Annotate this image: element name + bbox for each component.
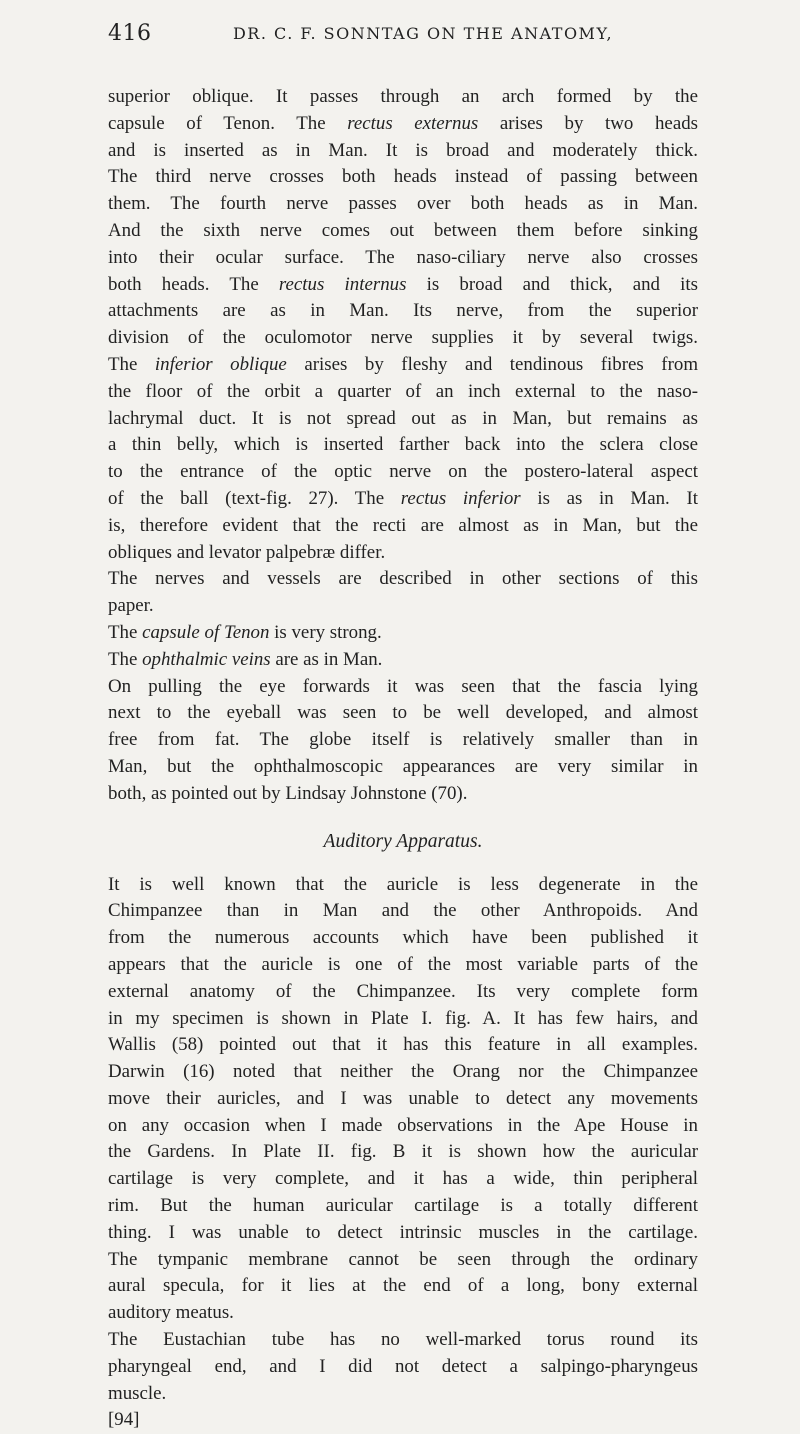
text-line	[108, 540, 698, 567]
italic-term: capsule of Tenon	[142, 621, 270, 643]
text-line	[108, 352, 698, 379]
text-line	[108, 1139, 698, 1166]
text-line	[108, 459, 698, 486]
text-line	[108, 1300, 698, 1327]
text-line	[108, 1381, 698, 1408]
text-run: arises by two heads	[478, 112, 698, 134]
text-run: to the entrance of the optic nerve on the postero-lateral aspect	[108, 461, 698, 483]
body-text	[108, 84, 698, 1434]
text-run: The nerves and vessels are described in other sections of this	[108, 568, 698, 590]
text-run: a thin belly, which is inserted farther back into the sclera close	[108, 434, 698, 456]
text-line	[108, 979, 698, 1006]
italic-term: rectus inferior	[400, 487, 521, 509]
text-run: aural specula, for it lies at the end of a long, bony external	[108, 1275, 698, 1297]
text-run: [94]	[108, 1409, 140, 1431]
page-header	[108, 19, 698, 49]
text-line	[108, 1354, 698, 1381]
italic-term: rectus internus	[278, 273, 407, 295]
text-run: in my specimen is shown in Plate I. fig. A. It has few hairs, and	[108, 1007, 698, 1029]
running-title: DR. C. F. SONNTAG ON THE ANATOMY,	[232, 24, 614, 43]
text-run: is very strong.	[269, 621, 382, 643]
text-line	[108, 872, 698, 899]
page-number: 416	[108, 21, 152, 46]
text-run: division of the oculomotor nerve supplies it by several twigs.	[108, 327, 698, 349]
text-run: obliques and levator palpebræ differ.	[108, 541, 386, 563]
text-run: pharyngeal end, and I did not detect a salpingo-pharyngeus	[108, 1355, 698, 1377]
text-run: On pulling the eye forwards it was seen that the fascia lying	[108, 675, 698, 697]
text-line	[108, 218, 698, 245]
text-line	[108, 727, 698, 754]
text-run: move their auricles, and I was unable to detect any movements	[108, 1087, 698, 1109]
text-line	[108, 164, 698, 191]
text-run: attachments are as in Man. Its nerve, from the superior	[108, 300, 698, 322]
text-run: The Eustachian tube has no well-marked torus round its	[108, 1329, 698, 1351]
text-run: and is inserted as in Man. It is broad and moderately thick.	[108, 139, 698, 161]
text-line	[108, 1166, 698, 1193]
text-run: rim. But the human auricular cartilage is a totally different	[108, 1195, 698, 1217]
italic-term: ophthalmic veins	[142, 648, 271, 670]
text-line	[108, 781, 698, 808]
text-run: The third nerve crosses both heads instead of passing between	[108, 166, 698, 188]
text-line	[108, 486, 698, 513]
text-line	[108, 898, 698, 925]
text-run: next to the eyeball was seen to be well developed, and almost	[108, 702, 698, 724]
italic-term: rectus externus	[347, 112, 479, 134]
text-line	[108, 1032, 698, 1059]
text-line	[108, 513, 698, 540]
text-run: auditory meatus.	[108, 1302, 234, 1324]
text-run: both, as pointed out by Lindsay Johnstone (70).	[108, 782, 468, 804]
text-run: muscle.	[108, 1382, 167, 1404]
text-line	[108, 593, 698, 620]
text-run: the Gardens. In Plate II. fig. B it is shown how the auricular	[108, 1141, 698, 1163]
text-line	[108, 1006, 698, 1033]
text-line	[108, 647, 698, 674]
text-run: The	[108, 353, 155, 375]
text-run: of the ball (text-fig. 27). The	[108, 487, 401, 509]
text-line	[108, 952, 698, 979]
text-run: from the numerous accounts which have been published it	[108, 927, 698, 949]
text-run: them. The fourth nerve passes over both heads as in Man.	[108, 193, 698, 215]
paragraph-block-eye	[108, 84, 698, 808]
text-run: The	[108, 621, 143, 643]
text-line	[108, 754, 698, 781]
text-line	[108, 245, 698, 272]
section-heading: Auditory Apparatus.	[323, 830, 483, 852]
text-line	[108, 272, 698, 299]
text-line	[108, 1220, 698, 1247]
text-line	[108, 1247, 698, 1274]
text-run: The	[108, 648, 143, 670]
text-run: superior oblique. It passes through an arch formed by the	[108, 86, 698, 107]
text-run: are as in Man.	[270, 648, 383, 670]
text-line	[108, 674, 698, 701]
text-line	[108, 700, 698, 727]
text-run: paper.	[108, 595, 154, 617]
text-line	[108, 325, 698, 352]
text-line	[108, 379, 698, 406]
text-run: free from fat. The globe itself is relatively smaller than in	[108, 729, 698, 751]
text-run: on any occasion when I made observations in the Ape House in	[108, 1114, 698, 1136]
text-line	[108, 620, 698, 647]
text-run: arises by fleshy and tendinous fibres from	[286, 353, 699, 375]
text-line	[108, 191, 698, 218]
text-run: Wallis (58) pointed out that it has this feature in all examples.	[108, 1034, 698, 1056]
text-line	[108, 566, 698, 593]
text-run: capsule of Tenon. The	[108, 112, 348, 134]
text-line	[108, 1113, 698, 1140]
text-run: both heads. The	[108, 273, 279, 295]
text-line	[108, 1193, 698, 1220]
text-run: cartilage is very complete, and it has a wide, thin peripheral	[108, 1168, 698, 1190]
text-run: external anatomy of the Chimpanzee. Its very complete form	[108, 980, 698, 1002]
paragraph-block-auditory	[108, 872, 698, 1434]
text-line	[108, 1059, 698, 1086]
text-run: Chimpanzee than in Man and the other Anthropoids. And	[108, 900, 698, 922]
text-run: is broad and thick, and its	[406, 273, 698, 295]
text-line	[108, 298, 698, 325]
text-run: appears that the auricle is one of the most variable parts of the	[108, 953, 698, 975]
text-line	[108, 84, 698, 111]
text-run: the floor of the orbit a quarter of an inch external to the naso-	[108, 380, 698, 402]
text-run: The tympanic membrane cannot be seen through the ordinary	[108, 1248, 698, 1270]
text-line	[108, 432, 698, 459]
text-line	[108, 1327, 698, 1354]
text-run: lachrymal duct. It is not spread out as in Man, but remains as	[108, 407, 698, 429]
text-line	[108, 1273, 698, 1300]
text-run: And the sixth nerve comes out between them before sinking	[108, 219, 698, 241]
text-run: is as in Man. It	[520, 487, 698, 509]
text-line	[108, 111, 698, 138]
text-line	[108, 1407, 698, 1434]
text-line	[108, 406, 698, 433]
italic-term: inferior oblique	[154, 353, 287, 375]
text-run: thing. I was unable to detect intrinsic muscles in the cartilage.	[108, 1221, 698, 1243]
text-line	[108, 925, 698, 952]
text-run: is, therefore evident that the recti are almost as in Man, but the	[108, 514, 698, 536]
text-line	[108, 138, 698, 165]
text-run: It is well known that the auricle is less degenerate in the	[108, 873, 698, 895]
text-run: into their ocular surface. The naso-ciliary nerve also crosses	[108, 246, 698, 268]
text-line	[108, 1086, 698, 1113]
text-run: Man, but the ophthalmoscopic appearances are very similar in	[108, 755, 698, 777]
text-run: Darwin (16) noted that neither the Orang nor the Chimpanzee	[108, 1061, 698, 1083]
